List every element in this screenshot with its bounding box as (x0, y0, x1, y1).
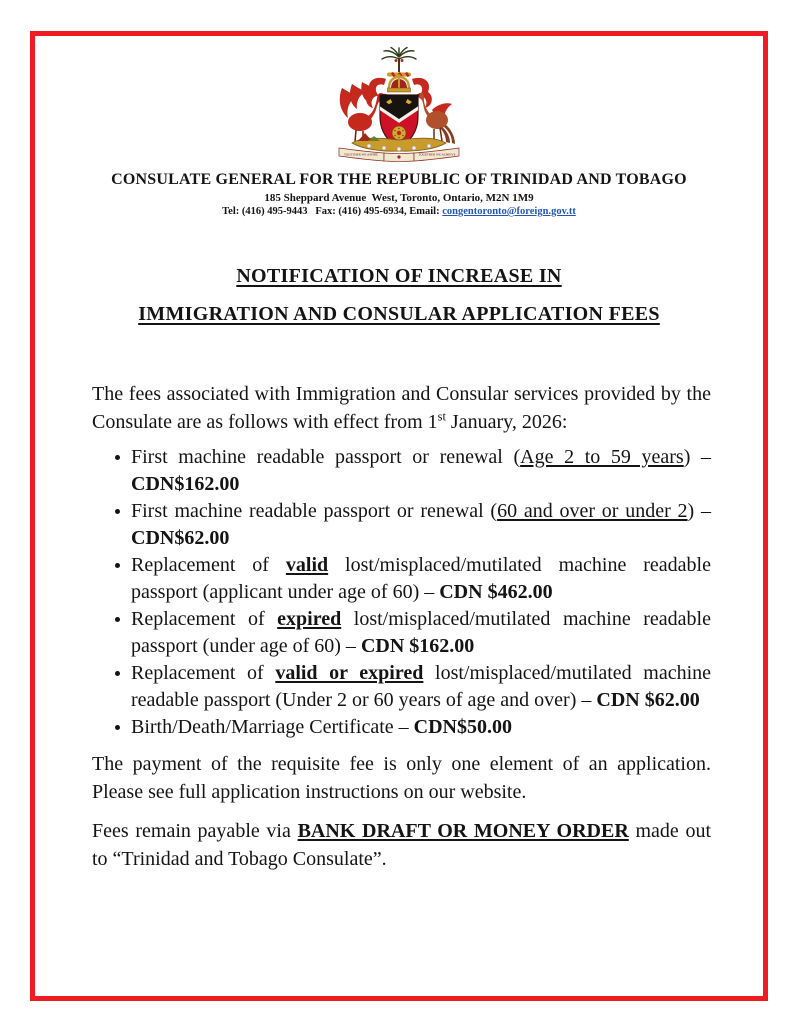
fee-list-item: Replacement of expired lost/misplaced/mutilated machine readable passport (under age of 60) – CDN $162.00 (92, 606, 711, 660)
contact-prefix: Tel: (416) 495-9443 Fax: (416) 495-6934, Email: (222, 206, 443, 217)
cocrico-icon (415, 93, 455, 144)
notice-body (92, 380, 711, 873)
motto-left-text: TOGETHER WE ASPIRE (343, 152, 379, 157)
fee-list-item: Replacement of valid or expired lost/misplaced/mutilated machine readable passport (Under 2 or 60 years of age and over) – CDN $62.00 (92, 660, 711, 714)
payment-method-paragraph: Fees remain payable via BANK DRAFT OR MONEY ORDER made out to “Trinidad and Tobago Consulate”. (92, 820, 712, 870)
org-name: CONSULATE GENERAL FOR THE REPUBLIC OF TRINIDAD AND TOBAGO (111, 171, 687, 188)
fee-list-item: First machine readable passport or renewal (Age 2 to 59 years) – CDN$162.00 (92, 444, 711, 498)
crown-icon (388, 74, 411, 92)
fee-list (92, 444, 711, 741)
fee-list-item: Birth/Death/Marriage Certificate – CDN$50.00 (92, 714, 711, 741)
payment-note-paragraph: The payment of the requisite fee is only one element of an application. Please see full application instructions on our website. (92, 753, 711, 803)
address-line: 185 Sheppard Avenue West, Toronto, Ontario, M2N 1M9 (264, 192, 534, 204)
contact-line (35, 206, 763, 217)
palm-crest-icon (382, 48, 416, 73)
intro-paragraph: The fees associated with Immigration and Consular services provided by the Consulate are as follows with effect from 1st January, 2026: (92, 383, 711, 433)
fee-list-item: Replacement of valid lost/misplaced/mutilated machine readable passport (applicant under age of 60) – CDN $462.00 (92, 552, 711, 606)
motto-right-text: TOGETHER WE ACHIEVE (418, 152, 456, 157)
fee-list-item: First machine readable passport or renewal (60 and over or under 2) – CDN$62.00 (92, 498, 711, 552)
notice-title-line2: IMMIGRATION AND CONSULAR APPLICATION FEES (138, 303, 660, 325)
email-link[interactable]: congentoronto@foreign.gov.tt (442, 206, 576, 217)
notice-title (35, 265, 763, 326)
letterhead (35, 171, 763, 217)
coat-of-arms (324, 46, 474, 168)
notice-title-line1: NOTIFICATION OF INCREASE IN (236, 265, 562, 287)
page-frame (30, 31, 768, 1001)
